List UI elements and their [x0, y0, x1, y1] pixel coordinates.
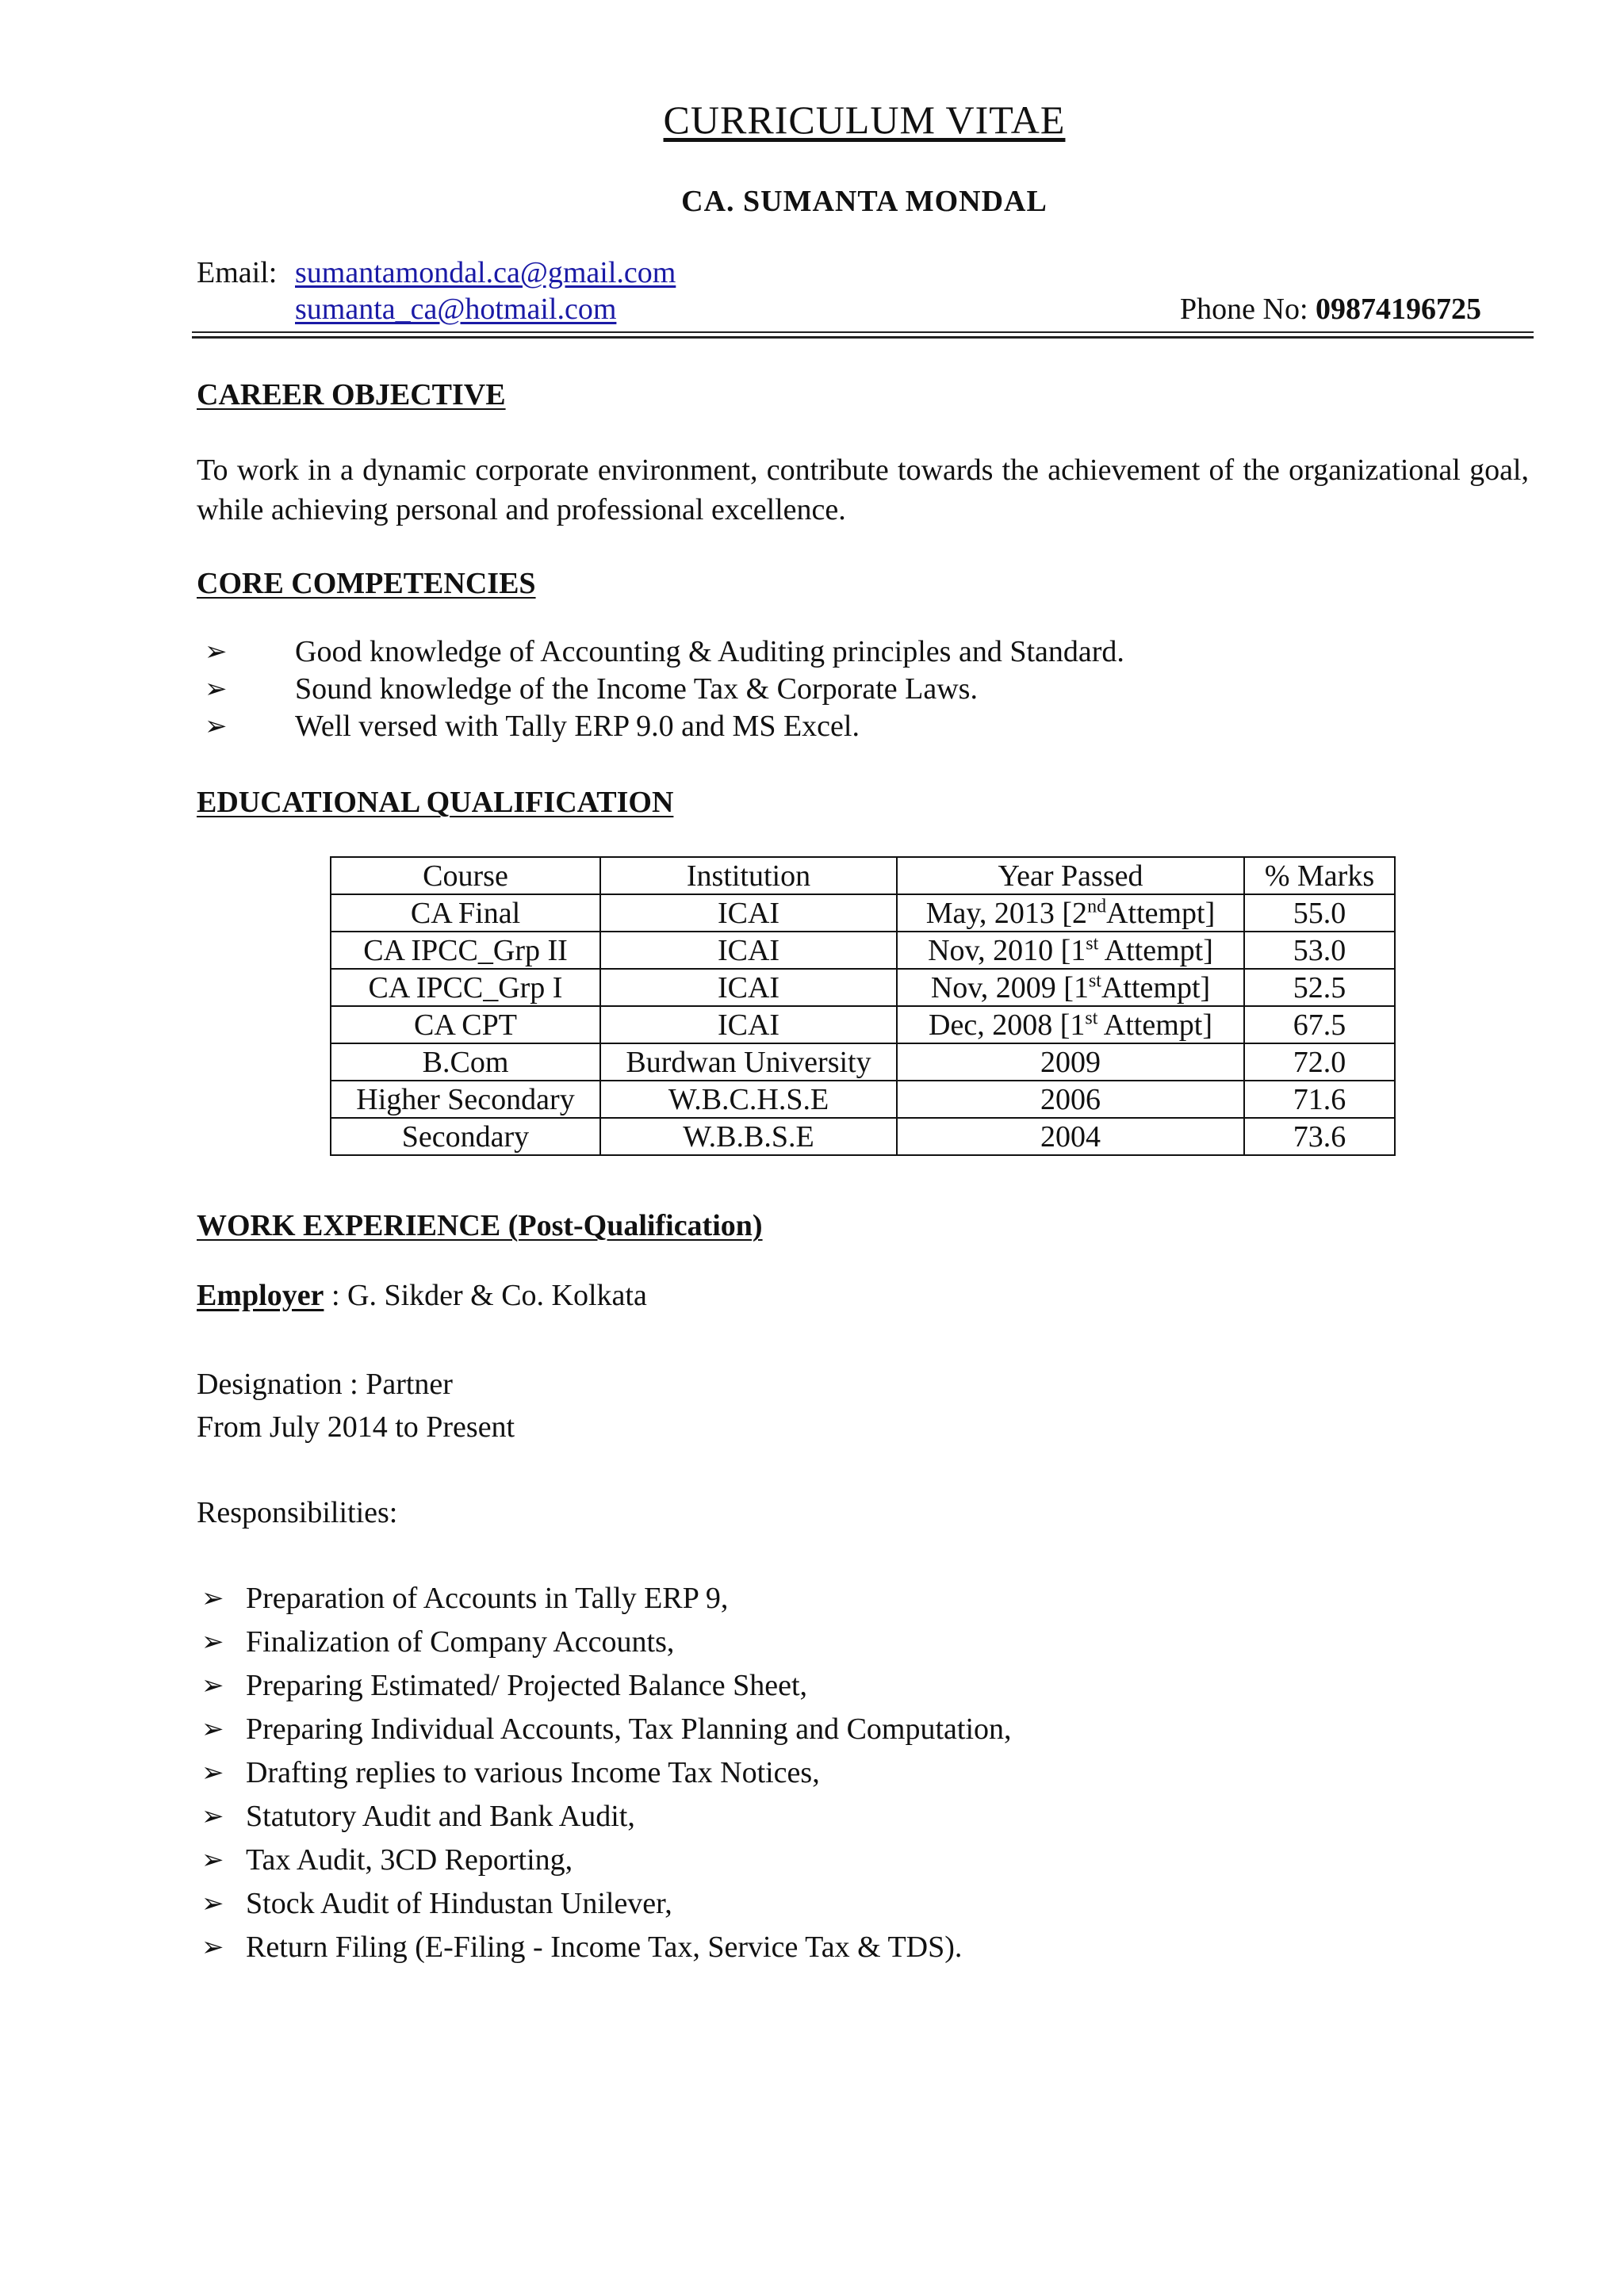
table-row — [331, 1081, 1395, 1118]
table-header-row — [331, 857, 1395, 894]
competency-text: Well versed with Tally ERP 9.0 and MS Excel. — [295, 710, 860, 743]
email-link-gmail[interactable]: sumantamondal.ca@gmail.com — [295, 256, 676, 289]
year-cell: May, 2013 [2ndAttempt] — [897, 894, 1244, 932]
designation: Designation : Partner — [197, 1368, 453, 1401]
table-row — [331, 969, 1395, 1006]
education-table — [330, 856, 1396, 1156]
year-cell: 2006 — [897, 1081, 1244, 1118]
candidate-name: CA. SUMANTA MONDAL — [681, 185, 1048, 218]
list-item — [197, 709, 1124, 746]
year-cell: 2004 — [897, 1118, 1244, 1155]
responsibility-text: Drafting replies to various Income Tax Notices, — [246, 1756, 820, 1789]
institution-cell: W.B.C.H.S.E — [600, 1081, 897, 1118]
employer-line — [197, 1278, 647, 1313]
arrow-bullet-icon: ➢ — [205, 712, 228, 741]
work-experience-heading: WORK EXPERIENCE (Post-Qualification) — [197, 1209, 763, 1242]
institution-cell: ICAI — [600, 969, 897, 1006]
responsibility-text: Preparing Individual Accounts, Tax Planning and Computation, — [246, 1712, 1012, 1746]
institution-cell: ICAI — [600, 1006, 897, 1043]
list-item — [197, 1581, 1012, 1624]
list-item — [197, 1843, 1012, 1886]
arrow-bullet-icon: ➢ — [205, 637, 228, 667]
table-row — [331, 1043, 1395, 1081]
arrow-bullet-icon: ➢ — [201, 1628, 224, 1657]
arrow-bullet-icon: ➢ — [201, 1802, 224, 1831]
marks-cell: 71.6 — [1244, 1081, 1395, 1118]
marks-cell: 52.5 — [1244, 969, 1395, 1006]
competency-text: Good knowledge of Accounting & Auditing principles and Standard. — [295, 635, 1124, 668]
arrow-bullet-icon: ➢ — [201, 1758, 224, 1788]
responsibility-text: Finalization of Company Accounts, — [246, 1625, 675, 1659]
list-item — [197, 1624, 1012, 1668]
arrow-bullet-icon: ➢ — [201, 1715, 224, 1744]
course-cell: CA IPCC_Grp II — [331, 932, 600, 969]
column-header-year: Year Passed — [897, 857, 1244, 894]
column-header-marks: % Marks — [1244, 857, 1395, 894]
core-competencies-list — [197, 634, 1124, 746]
list-item — [197, 672, 1124, 709]
course-cell: CA Final — [331, 894, 600, 932]
year-cell: Nov, 2010 [1st Attempt] — [897, 932, 1244, 969]
responsibility-text: Return Filing (E-Filing - Income Tax, Service Tax & TDS). — [246, 1931, 963, 1964]
responsibility-text: Tax Audit, 3CD Reporting, — [246, 1843, 573, 1877]
responsibility-text: Preparation of Accounts in Tally ERP 9, — [246, 1582, 729, 1615]
phone-label: Phone No: — [1180, 293, 1308, 326]
arrow-bullet-icon: ➢ — [201, 1889, 224, 1919]
arrow-bullet-icon: ➢ — [201, 1671, 224, 1701]
responsibility-text: Preparing Estimated/ Projected Balance Sheet, — [246, 1669, 808, 1702]
career-objective-text: To work in a dynamic corporate environment, contribute towards the achievement of the organizational goal, while achieving personal and professional excellence. — [197, 453, 1529, 526]
table-row — [331, 1006, 1395, 1043]
header-divider-thin — [192, 331, 1534, 333]
core-competencies-heading: CORE COMPETENCIES — [197, 567, 536, 600]
column-header-course: Course — [331, 857, 600, 894]
responsibility-text: Stock Audit of Hindustan Unilever, — [246, 1887, 672, 1920]
page-title: CURRICULUM VITAE — [663, 98, 1066, 142]
phone-line — [1180, 292, 1481, 327]
email-link-hotmail[interactable]: sumanta_ca@hotmail.com — [295, 293, 617, 326]
year-cell: Nov, 2009 [1stAttempt] — [897, 969, 1244, 1006]
course-cell: Higher Secondary — [331, 1081, 600, 1118]
year-cell: Dec, 2008 [1st Attempt] — [897, 1006, 1244, 1043]
competency-text: Sound knowledge of the Income Tax & Corporate Laws. — [295, 672, 978, 706]
table-row — [331, 1118, 1395, 1155]
arrow-bullet-icon: ➢ — [201, 1584, 224, 1613]
marks-cell: 53.0 — [1244, 932, 1395, 969]
table-row — [331, 894, 1395, 932]
course-cell: CA IPCC_Grp I — [331, 969, 600, 1006]
career-objective-heading: CAREER OBJECTIVE — [197, 378, 506, 411]
email-label: Email: — [197, 256, 278, 289]
phone-number: 09874196725 — [1316, 293, 1481, 326]
list-item — [197, 1799, 1012, 1843]
list-item — [197, 1886, 1012, 1930]
responsibilities-label: Responsibilities: — [197, 1496, 398, 1529]
course-cell: B.Com — [331, 1043, 600, 1081]
marks-cell: 73.6 — [1244, 1118, 1395, 1155]
employer-value: : G. Sikder & Co. Kolkata — [331, 1279, 647, 1312]
header-divider-thick — [192, 336, 1534, 339]
responsibility-text: Statutory Audit and Bank Audit, — [246, 1800, 635, 1833]
marks-cell: 55.0 — [1244, 894, 1395, 932]
course-cell: Secondary — [331, 1118, 600, 1155]
marks-cell: 72.0 — [1244, 1043, 1395, 1081]
institution-cell: ICAI — [600, 894, 897, 932]
list-item — [197, 1755, 1012, 1799]
course-cell: CA CPT — [331, 1006, 600, 1043]
arrow-bullet-icon: ➢ — [201, 1933, 224, 1962]
institution-cell: ICAI — [600, 932, 897, 969]
responsibilities-list — [197, 1581, 1012, 1973]
arrow-bullet-icon: ➢ — [205, 675, 228, 704]
list-item — [197, 634, 1124, 672]
year-cell: 2009 — [897, 1043, 1244, 1081]
institution-cell: W.B.B.S.E — [600, 1118, 897, 1155]
employment-period: From July 2014 to Present — [197, 1410, 515, 1444]
column-header-institution: Institution — [600, 857, 897, 894]
list-item — [197, 1712, 1012, 1755]
employer-label: Employer — [197, 1279, 324, 1312]
education-heading: EDUCATIONAL QUALIFICATION — [197, 786, 674, 819]
table-row — [331, 932, 1395, 969]
institution-cell: Burdwan University — [600, 1043, 897, 1081]
list-item — [197, 1930, 1012, 1973]
arrow-bullet-icon: ➢ — [201, 1846, 224, 1875]
list-item — [197, 1668, 1012, 1712]
marks-cell: 67.5 — [1244, 1006, 1395, 1043]
